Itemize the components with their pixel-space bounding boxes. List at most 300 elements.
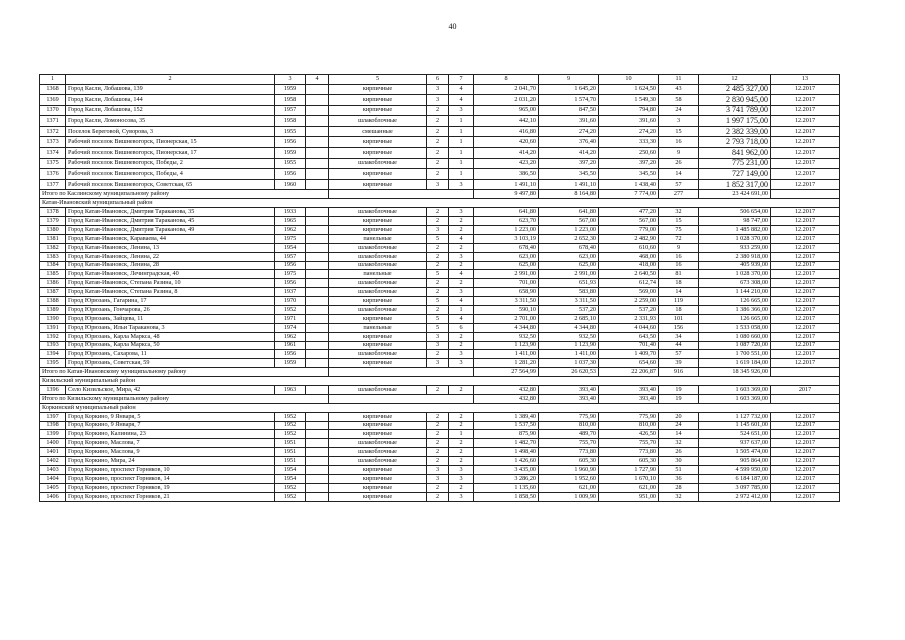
table-cell: Город Юрюзань, Сахарова, 11 bbox=[66, 350, 275, 359]
table-row bbox=[40, 279, 840, 288]
table-cell: 1398 bbox=[40, 421, 66, 430]
table-cell: 24 bbox=[659, 105, 699, 116]
table-cell: 2 bbox=[427, 279, 449, 288]
table-row bbox=[40, 412, 840, 421]
table-cell: 1 411,00 bbox=[474, 350, 539, 359]
table-cell: 1 bbox=[449, 169, 474, 180]
table-cell bbox=[306, 179, 329, 190]
table-cell: 4 bbox=[449, 270, 474, 279]
table-cell: 3 bbox=[449, 359, 474, 368]
table-cell: шлакоблочные bbox=[329, 350, 427, 359]
table-cell: 1391 bbox=[40, 323, 66, 332]
table-cell: 1 411,00 bbox=[539, 350, 599, 359]
total-cell: 1 603 369,00 bbox=[699, 394, 771, 403]
total-cell: 393,40 bbox=[599, 394, 659, 403]
table-cell: 1963 bbox=[275, 386, 306, 395]
table-cell: 2 482,90 bbox=[599, 234, 659, 243]
table-cell: смешанные bbox=[329, 126, 427, 137]
table-cell: 4 bbox=[449, 234, 474, 243]
table-cell: кирпичные bbox=[329, 430, 427, 439]
table-cell: Город Катав-Ивановск, Дмитрия Тараканова, 45 bbox=[66, 217, 275, 226]
table-cell: 2 bbox=[427, 457, 449, 466]
table-cell: 126 665,00 bbox=[699, 297, 771, 306]
table-cell: шлакоблочные bbox=[329, 158, 427, 169]
table-cell: 12.2017 bbox=[771, 412, 840, 421]
table-cell: 391,60 bbox=[539, 116, 599, 127]
table-row bbox=[40, 474, 840, 483]
table-cell: панельные bbox=[329, 270, 427, 279]
table-cell: 12.2017 bbox=[771, 350, 840, 359]
table-cell: 3 311,50 bbox=[474, 297, 539, 306]
table-row bbox=[40, 439, 840, 448]
table-cell: 18 bbox=[659, 306, 699, 315]
table-cell: 5 bbox=[427, 270, 449, 279]
table-cell: 32 bbox=[659, 439, 699, 448]
table-cell bbox=[306, 448, 329, 457]
table-row bbox=[40, 95, 840, 106]
table-cell: 2 bbox=[427, 350, 449, 359]
table-cell: 1975 bbox=[275, 270, 306, 279]
table-cell: Рабочий поселок Вишневогорск, Советская, 65 bbox=[66, 179, 275, 190]
table-cell: шлакоблочные bbox=[329, 306, 427, 315]
table-cell: 5 bbox=[427, 314, 449, 323]
table-cell: 1 bbox=[449, 137, 474, 148]
table-cell: 775,90 bbox=[599, 412, 659, 421]
table-cell: 6 bbox=[449, 323, 474, 332]
table-cell bbox=[306, 430, 329, 439]
table-cell: 1369 bbox=[40, 95, 66, 106]
table-cell bbox=[306, 279, 329, 288]
table-cell: 2 041,70 bbox=[474, 84, 539, 95]
table-cell: Город Коркино, проспект Горняков, 10 bbox=[66, 466, 275, 475]
table-cell: 2 991,00 bbox=[474, 270, 539, 279]
table-cell: Город Катав-Ивановск, Степана Разина, 10 bbox=[66, 279, 275, 288]
table-cell: 12.2017 bbox=[771, 95, 840, 106]
table-cell: 1954 bbox=[275, 466, 306, 475]
table-cell: 250,60 bbox=[599, 148, 659, 159]
table-cell: 755,70 bbox=[599, 439, 659, 448]
table-cell: Город Коркино, 9 Января, 7 bbox=[66, 421, 275, 430]
table-cell: 34 bbox=[659, 332, 699, 341]
table-cell: шлакоблочные bbox=[329, 279, 427, 288]
table-cell: 1959 bbox=[275, 359, 306, 368]
table-cell bbox=[306, 148, 329, 159]
table-cell: кирпичные bbox=[329, 474, 427, 483]
table-cell: 643,50 bbox=[599, 332, 659, 341]
empty-cell bbox=[329, 368, 474, 377]
table-cell: 1373 bbox=[40, 137, 66, 148]
table-cell: 39 bbox=[659, 359, 699, 368]
table-cell: 1975 bbox=[275, 234, 306, 243]
table-cell: 416,80 bbox=[474, 126, 539, 137]
table-cell: 393,40 bbox=[539, 386, 599, 395]
table-cell: 1378 bbox=[40, 208, 66, 217]
table-cell: 621,00 bbox=[539, 483, 599, 492]
table-cell: Город Катав-Ивановск, Ленина, 28 bbox=[66, 261, 275, 270]
table-cell: 1 028 370,00 bbox=[699, 234, 771, 243]
total-cell: 19 bbox=[659, 394, 699, 403]
table-cell: 701,40 bbox=[599, 341, 659, 350]
table-cell: 1970 bbox=[275, 297, 306, 306]
table-cell: 12.2017 bbox=[771, 359, 840, 368]
table-row bbox=[40, 261, 840, 270]
table-cell: 3 103,19 bbox=[474, 234, 539, 243]
table-cell: 773,80 bbox=[539, 448, 599, 457]
table-cell: 1956 bbox=[275, 137, 306, 148]
table-cell: кирпичные bbox=[329, 217, 427, 226]
table-cell: 12.2017 bbox=[771, 341, 840, 350]
table-cell bbox=[306, 261, 329, 270]
section-header-row bbox=[40, 199, 840, 208]
table-cell: 1952 bbox=[275, 483, 306, 492]
total-label: Итого по Кизильскому муниципальному району bbox=[40, 394, 329, 403]
table-cell: 2 bbox=[449, 439, 474, 448]
table-cell: Город Катав-Ивановск, Дмитрия Тараканова, 35 bbox=[66, 208, 275, 217]
section-title: Коркинский муниципальный район bbox=[40, 403, 840, 412]
table-cell bbox=[306, 158, 329, 169]
table-cell: 24 bbox=[659, 421, 699, 430]
table-cell: 345,50 bbox=[539, 169, 599, 180]
table-cell: 1384 bbox=[40, 261, 66, 270]
table-cell: 432,80 bbox=[474, 386, 539, 395]
table-cell: 12.2017 bbox=[771, 270, 840, 279]
table-row bbox=[40, 116, 840, 127]
table-cell: 1 037,30 bbox=[539, 359, 599, 368]
table-cell: 12.2017 bbox=[771, 208, 840, 217]
total-cell: 23 424 691,00 bbox=[699, 190, 771, 199]
table-cell: кирпичные bbox=[329, 412, 427, 421]
table-cell: 1382 bbox=[40, 243, 66, 252]
table-cell: кирпичные bbox=[329, 169, 427, 180]
table-cell: 1 426,60 bbox=[474, 457, 539, 466]
table-cell: Город Коркино, Калинина, 23 bbox=[66, 430, 275, 439]
table-cell: 590,10 bbox=[474, 306, 539, 315]
table-cell bbox=[306, 412, 329, 421]
table-cell: 12.2017 bbox=[771, 430, 840, 439]
table-cell: шлакоблочные bbox=[329, 208, 427, 217]
table-cell: 1 389,40 bbox=[474, 412, 539, 421]
table-row bbox=[40, 234, 840, 243]
table-cell: 847,50 bbox=[539, 105, 599, 116]
table-cell: 426,50 bbox=[599, 430, 659, 439]
table-cell: 1 123,90 bbox=[474, 341, 539, 350]
table-cell: 58 bbox=[659, 95, 699, 106]
table-cell: 1374 bbox=[40, 148, 66, 159]
table-cell: шлакоблочные bbox=[329, 261, 427, 270]
table-cell: кирпичные bbox=[329, 492, 427, 501]
table-cell: 3 bbox=[427, 359, 449, 368]
table-cell: 701,00 bbox=[474, 279, 539, 288]
table-cell: 1958 bbox=[275, 95, 306, 106]
table-cell: 3 286,20 bbox=[474, 474, 539, 483]
table-row bbox=[40, 448, 840, 457]
table-cell: 5 bbox=[427, 234, 449, 243]
table-cell: 2017 bbox=[771, 386, 840, 395]
total-cell: 27 564,99 bbox=[474, 368, 539, 377]
table-cell bbox=[306, 105, 329, 116]
table-cell: 605,30 bbox=[539, 457, 599, 466]
total-cell: 7 774,00 bbox=[599, 190, 659, 199]
table-cell: 15 bbox=[659, 217, 699, 226]
table-cell bbox=[306, 421, 329, 430]
table-cell: 2 bbox=[427, 430, 449, 439]
table-cell: 775,90 bbox=[539, 412, 599, 421]
table-row bbox=[40, 350, 840, 359]
table-cell: Город Касли, Лобашова, 144 bbox=[66, 95, 275, 106]
column-header: 3 bbox=[275, 75, 306, 85]
table-cell: 1372 bbox=[40, 126, 66, 137]
table-cell: 1 386 366,00 bbox=[699, 306, 771, 315]
table-row bbox=[40, 466, 840, 475]
table-cell: 12.2017 bbox=[771, 126, 840, 137]
table-cell: кирпичные bbox=[329, 179, 427, 190]
table-cell: Город Юрюзань, Советская, 59 bbox=[66, 359, 275, 368]
table-cell: 1 409,70 bbox=[599, 350, 659, 359]
table-cell: 2 bbox=[427, 116, 449, 127]
table-cell: 810,00 bbox=[539, 421, 599, 430]
table-cell: 1 498,40 bbox=[474, 448, 539, 457]
table-row bbox=[40, 483, 840, 492]
table-cell: Город Катав-Ивановск, Ленина, 13 bbox=[66, 243, 275, 252]
table-cell: 625,00 bbox=[474, 261, 539, 270]
table-cell: 2 bbox=[427, 252, 449, 261]
table-row bbox=[40, 148, 840, 159]
table-cell: 12.2017 bbox=[771, 116, 840, 127]
column-header: 7 bbox=[449, 75, 474, 85]
table-cell: 1381 bbox=[40, 234, 66, 243]
table-cell: 1956 bbox=[275, 350, 306, 359]
table-cell: 3 311,50 bbox=[539, 297, 599, 306]
table-cell: 2 bbox=[449, 332, 474, 341]
table-cell: 2 bbox=[427, 208, 449, 217]
table-cell bbox=[306, 323, 329, 332]
table-cell: 933 259,00 bbox=[699, 243, 771, 252]
table-cell: 2 bbox=[427, 439, 449, 448]
table-row bbox=[40, 208, 840, 217]
table-cell: 119 bbox=[659, 297, 699, 306]
table-cell: 1 080 660,00 bbox=[699, 332, 771, 341]
total-cell: 22 206,87 bbox=[599, 368, 659, 377]
table-cell: 1 549,30 bbox=[599, 95, 659, 106]
table-cell: кирпичные bbox=[329, 483, 427, 492]
table-cell: 2 bbox=[427, 412, 449, 421]
column-header: 2 bbox=[66, 75, 275, 85]
table-cell: 1389 bbox=[40, 306, 66, 315]
table-cell: 654,60 bbox=[599, 359, 659, 368]
table-cell: 2 bbox=[427, 105, 449, 116]
table-cell: кирпичные bbox=[329, 105, 427, 116]
table-cell: 32 bbox=[659, 208, 699, 217]
table-cell: 26 bbox=[659, 448, 699, 457]
table-cell: 1 505 474,00 bbox=[699, 448, 771, 457]
total-cell: 916 bbox=[659, 368, 699, 377]
table-cell: 1376 bbox=[40, 169, 66, 180]
table-cell: 2 bbox=[427, 169, 449, 180]
table-cell: 2 bbox=[449, 279, 474, 288]
table-cell: 583,80 bbox=[539, 288, 599, 297]
table-cell: 1380 bbox=[40, 226, 66, 235]
table-cell: 12.2017 bbox=[771, 457, 840, 466]
table-cell: 12.2017 bbox=[771, 234, 840, 243]
table-cell: шлакоблочные bbox=[329, 116, 427, 127]
empty-cell bbox=[771, 368, 840, 377]
table-cell: 14 bbox=[659, 288, 699, 297]
table-cell bbox=[306, 208, 329, 217]
table-row bbox=[40, 341, 840, 350]
table-cell: 1399 bbox=[40, 430, 66, 439]
table-row bbox=[40, 217, 840, 226]
table-cell: 3 bbox=[427, 466, 449, 475]
table-cell: 1392 bbox=[40, 332, 66, 341]
table-cell: 2 685,10 bbox=[539, 314, 599, 323]
table-cell bbox=[306, 332, 329, 341]
table-cell: 274,20 bbox=[539, 126, 599, 137]
table-row bbox=[40, 297, 840, 306]
table-cell: кирпичные bbox=[329, 332, 427, 341]
table-cell: 1974 bbox=[275, 323, 306, 332]
table-cell: 1 485 882,00 bbox=[699, 226, 771, 235]
table-cell bbox=[306, 474, 329, 483]
table-cell: Рабочий поселок Вишневогорск, Пионерская, 15 bbox=[66, 137, 275, 148]
table-cell: 1 123,90 bbox=[539, 341, 599, 350]
table-cell bbox=[306, 226, 329, 235]
table-cell: 5 bbox=[427, 297, 449, 306]
table-cell: 2 bbox=[427, 483, 449, 492]
table-row bbox=[40, 421, 840, 430]
table-cell: 6 184 187,00 bbox=[699, 474, 771, 483]
table-cell: 4 599 950,00 bbox=[699, 466, 771, 475]
table-cell: 1951 bbox=[275, 448, 306, 457]
total-cell: 9 497,80 bbox=[474, 190, 539, 199]
table-cell: 51 bbox=[659, 466, 699, 475]
table-cell: 1965 bbox=[275, 217, 306, 226]
table-cell: 81 bbox=[659, 270, 699, 279]
table-cell: Город Катав-Ивановск, Ленина, 22 bbox=[66, 252, 275, 261]
table-cell: 841 962,00 bbox=[699, 148, 771, 159]
table-cell: 1 087 720,00 bbox=[699, 341, 771, 350]
table-row bbox=[40, 270, 840, 279]
column-header: 5 bbox=[329, 75, 427, 85]
table-cell: 2 bbox=[449, 243, 474, 252]
table-cell: 1 223,00 bbox=[539, 226, 599, 235]
table-row bbox=[40, 226, 840, 235]
empty-cell bbox=[329, 190, 474, 199]
table-cell: кирпичные bbox=[329, 226, 427, 235]
section-header-row bbox=[40, 403, 840, 412]
table-cell: 3 097 785,00 bbox=[699, 483, 771, 492]
table-cell: кирпичные bbox=[329, 137, 427, 148]
table-cell: 537,20 bbox=[539, 306, 599, 315]
total-row bbox=[40, 394, 840, 403]
total-cell: 8 164,80 bbox=[539, 190, 599, 199]
table-cell: шлакоблочные bbox=[329, 288, 427, 297]
table-cell: 2 bbox=[449, 457, 474, 466]
table-cell bbox=[306, 252, 329, 261]
table-cell: 1 bbox=[449, 430, 474, 439]
table-cell: 673 308,00 bbox=[699, 279, 771, 288]
table-cell: кирпичные bbox=[329, 95, 427, 106]
table-cell: 3 bbox=[449, 466, 474, 475]
table-cell: 641,80 bbox=[474, 208, 539, 217]
table-cell: 651,93 bbox=[539, 279, 599, 288]
table-cell: 1385 bbox=[40, 270, 66, 279]
table-cell: 1 670,10 bbox=[599, 474, 659, 483]
table-cell bbox=[306, 234, 329, 243]
table-cell: 12.2017 bbox=[771, 483, 840, 492]
table-cell: 1 bbox=[449, 306, 474, 315]
table-cell: 1 491,10 bbox=[474, 179, 539, 190]
table-cell bbox=[306, 217, 329, 226]
table-cell: шлакоблочные bbox=[329, 448, 427, 457]
table-cell: 1375 bbox=[40, 158, 66, 169]
table-cell: 1 135,60 bbox=[474, 483, 539, 492]
table-cell: 28 bbox=[659, 483, 699, 492]
table-cell: 1959 bbox=[275, 148, 306, 159]
table-cell: 423,20 bbox=[474, 158, 539, 169]
table-cell: 12.2017 bbox=[771, 439, 840, 448]
table-cell: 1402 bbox=[40, 457, 66, 466]
table-cell: Рабочий поселок Вишневогорск, Пионерская, 17 bbox=[66, 148, 275, 159]
table-cell: Город Катав-Ивановск, Караваева, 44 bbox=[66, 234, 275, 243]
page-number: 40 bbox=[448, 22, 457, 31]
table-cell: 3 bbox=[427, 474, 449, 483]
table-cell: 1960 bbox=[275, 179, 306, 190]
table-cell: 1 144 210,00 bbox=[699, 288, 771, 297]
table-cell: 1396 bbox=[40, 386, 66, 395]
table-cell bbox=[306, 126, 329, 137]
table-cell: 4 bbox=[449, 84, 474, 95]
total-cell: 393,40 bbox=[539, 394, 599, 403]
table-cell: 2 485 327,00 bbox=[699, 84, 771, 95]
table-cell: 1 727,90 bbox=[599, 466, 659, 475]
table-cell: 3 bbox=[427, 332, 449, 341]
table-cell: 2 331,93 bbox=[599, 314, 659, 323]
total-row bbox=[40, 368, 840, 377]
table-row bbox=[40, 252, 840, 261]
table-cell: 1 482,70 bbox=[474, 439, 539, 448]
table-cell: 1406 bbox=[40, 492, 66, 501]
table-cell: 612,74 bbox=[599, 279, 659, 288]
table-cell: 1971 bbox=[275, 314, 306, 323]
table-cell bbox=[306, 288, 329, 297]
table-cell: Город Катав-Ивановск, Степана Разина, 8 bbox=[66, 288, 275, 297]
table-cell: 810,00 bbox=[599, 421, 659, 430]
table-cell: кирпичные bbox=[329, 148, 427, 159]
table-cell: Город Коркино, проспект Горняков, 14 bbox=[66, 474, 275, 483]
table-cell: 5 bbox=[427, 323, 449, 332]
table-cell: 1395 bbox=[40, 359, 66, 368]
table-cell: 1400 bbox=[40, 439, 66, 448]
table-cell: 3 bbox=[449, 179, 474, 190]
column-header: 12 bbox=[699, 75, 771, 85]
housing-registry-table bbox=[39, 74, 840, 502]
table-cell: 1 852 317,00 bbox=[699, 179, 771, 190]
table-cell: 345,50 bbox=[599, 169, 659, 180]
table-cell: 506 654,00 bbox=[699, 208, 771, 217]
table-row bbox=[40, 169, 840, 180]
table-cell: 773,80 bbox=[599, 448, 659, 457]
table-cell: 2 bbox=[427, 306, 449, 315]
table-cell: 274,20 bbox=[599, 126, 659, 137]
table-cell: 1 bbox=[449, 148, 474, 159]
table-cell: 1383 bbox=[40, 252, 66, 261]
table-cell bbox=[306, 386, 329, 395]
table-cell: 3 bbox=[449, 492, 474, 501]
table-cell: 605,30 bbox=[599, 457, 659, 466]
table-cell: кирпичные bbox=[329, 314, 427, 323]
table-cell bbox=[306, 306, 329, 315]
table-cell: 14 bbox=[659, 169, 699, 180]
